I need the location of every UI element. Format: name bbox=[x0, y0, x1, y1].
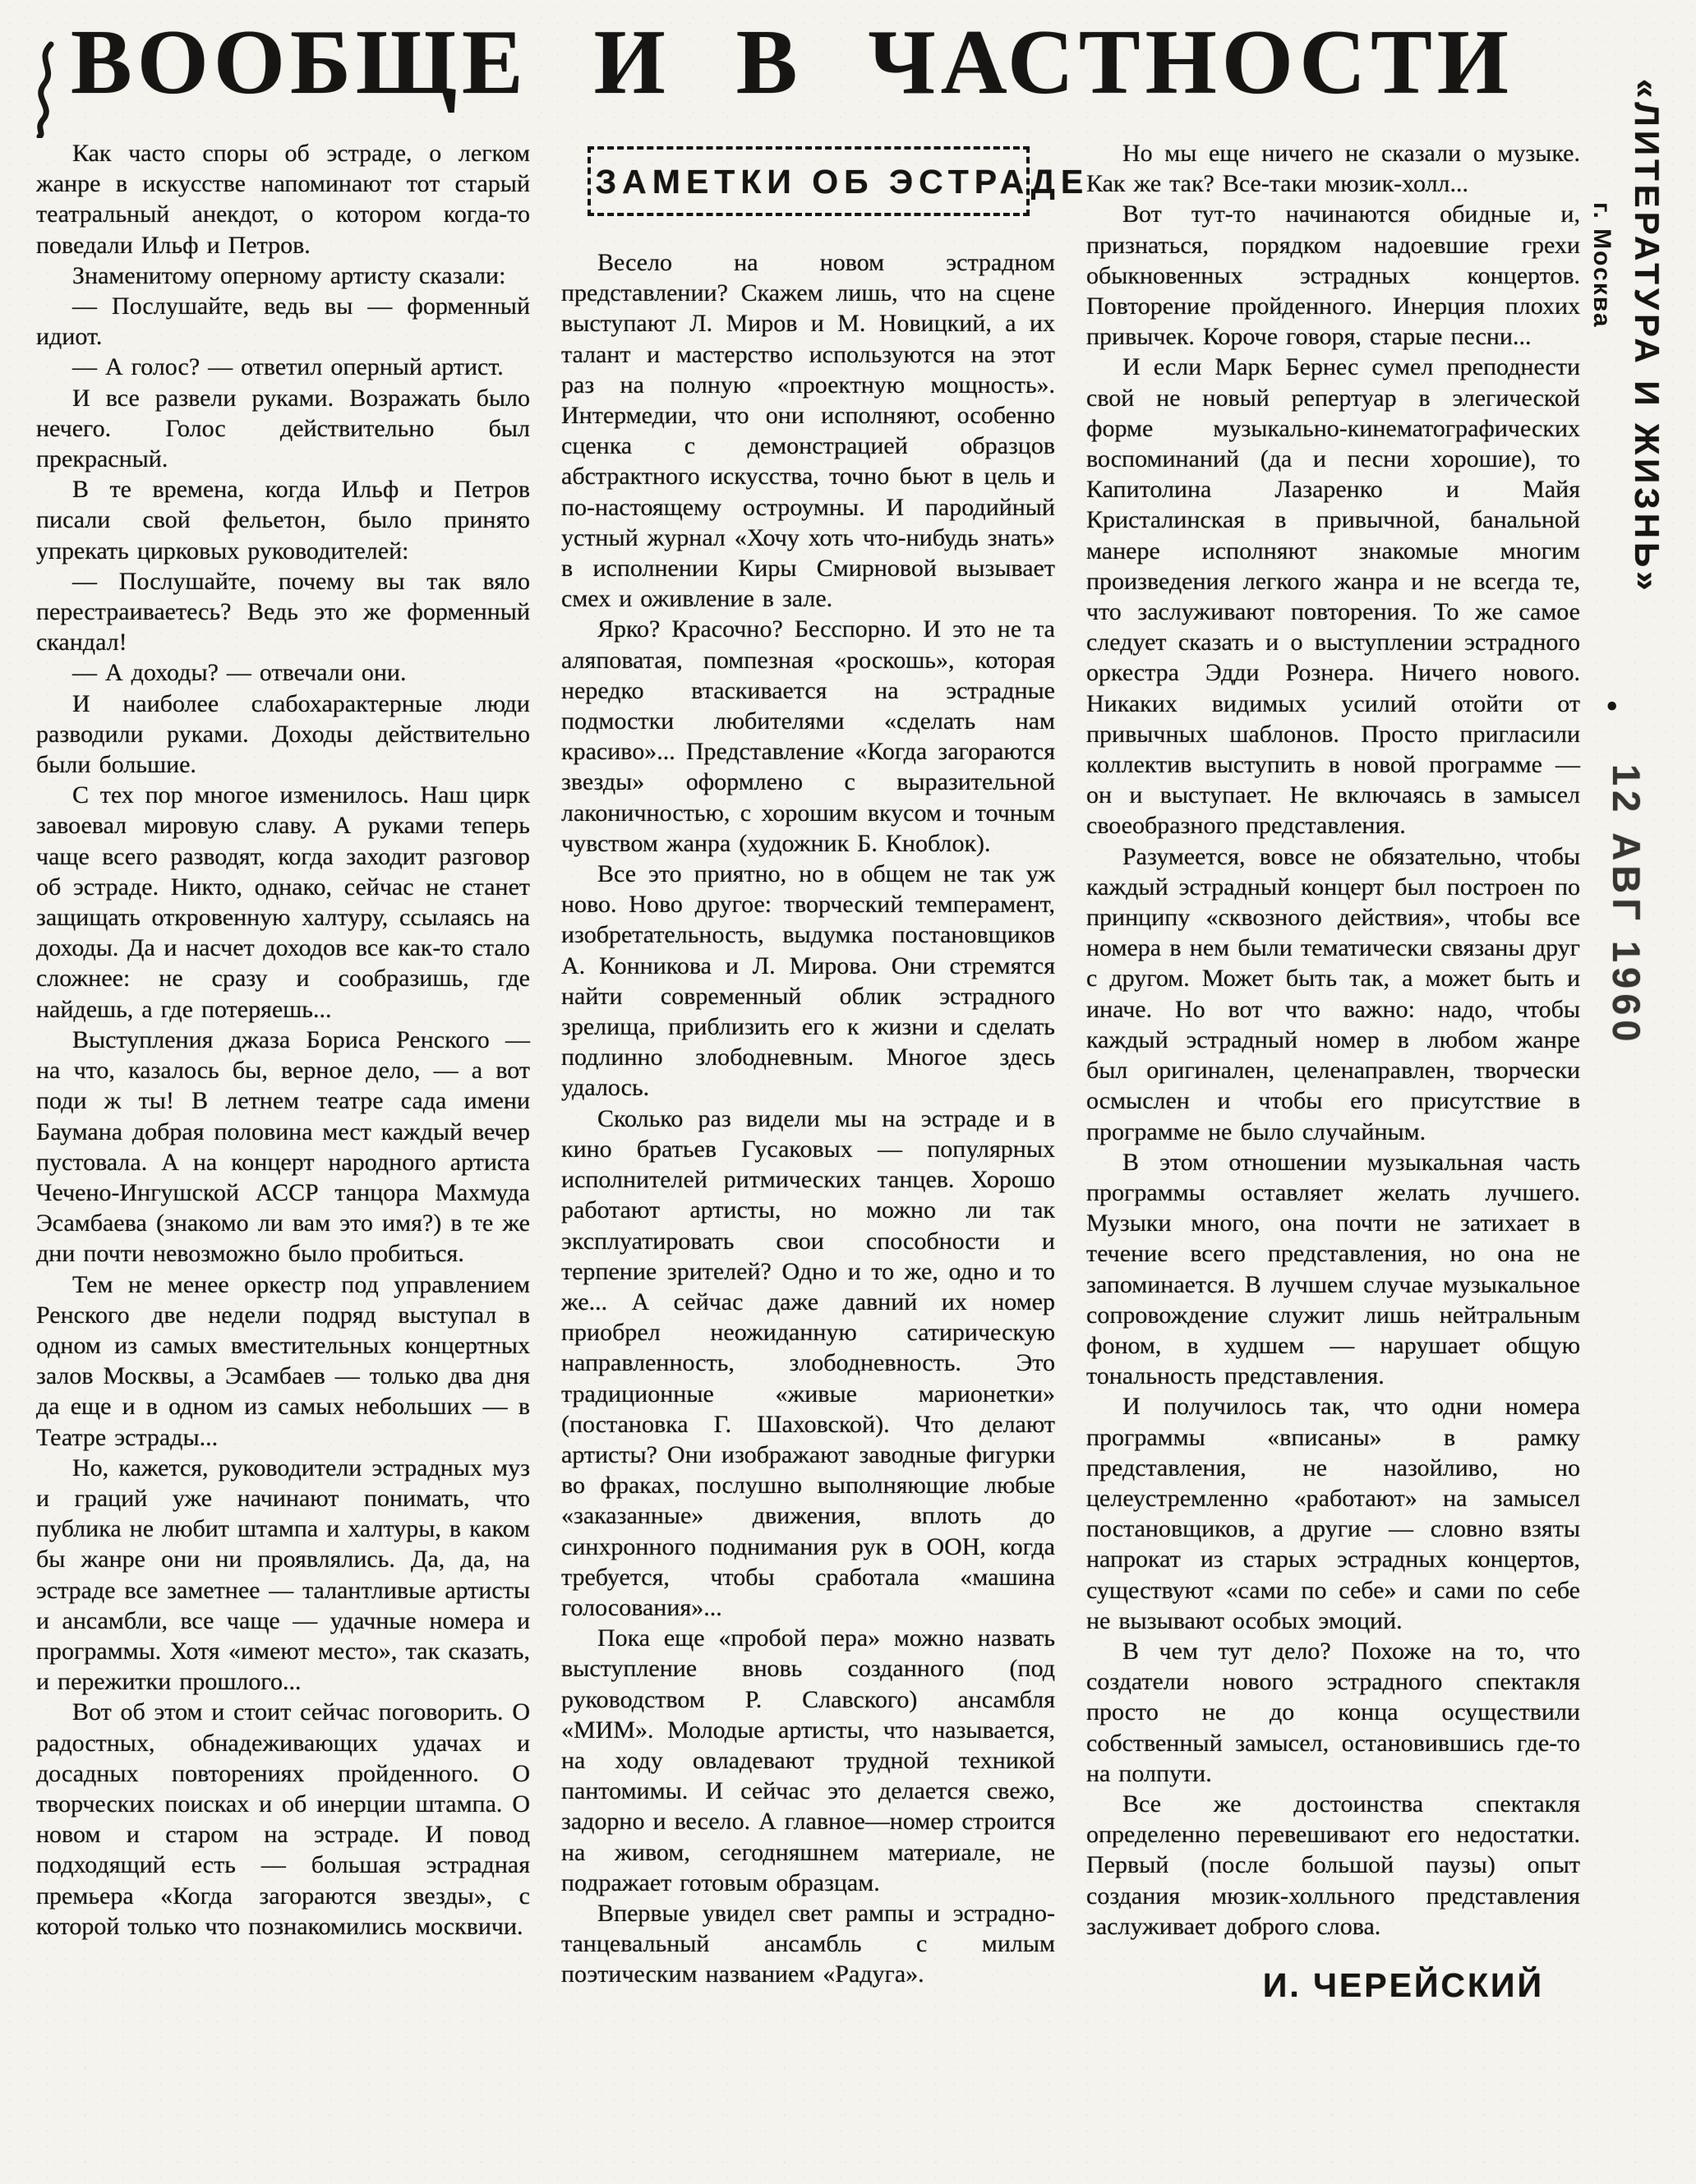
paragraph: Впервые увидел свет рампы и эстрадно-танцевальный ансамбль с милым поэтическим названием «Радуга». bbox=[561, 1899, 1055, 1988]
paragraph: В чем тут дело? Похоже на то, что создатели нового эстрадного спектакля просто не до конца осуществили собственный замысел, остановившись где-то на полпути. bbox=[1086, 1637, 1580, 1787]
paragraph: Выступления джаза Бориса Ренского — на что, казалось бы, верное дело, — а вот поди ж ты! В летнем театре сада имени Баумана добрая половина мест каждый вечер пустовала. А на концерт народного артиста Чечено-Ингушской АССР танцора Махмуда Эсамбаева (знакомо ли вам это имя?) в те же дни почти невозможно было пробиться. bbox=[36, 1025, 530, 1268]
ink-dot: • bbox=[1606, 686, 1619, 726]
paragraph: С тех пор многое изменилось. Наш цирк завоевал мировую славу. А руками теперь чаще всего разводят, когда заходит разговор об эстраде. Никто, однако, сейчас не станет защищать откровенную халтуру, ссылаясь на доходы. Да и насчет доходов все как-то стало сложнее: не сразу и сообразишь, где найдешь, а где потеряешь... bbox=[36, 781, 530, 1023]
rubric-box bbox=[588, 146, 1090, 216]
newspaper-name: «ЛИТЕРАТУРА И ЖИЗНЬ» bbox=[1628, 79, 1666, 595]
paragraph: Как часто споры об эстраде, о легком жанре в искусстве напоминают тот старый театральный анекдот, о котором когда-то поведали Ильф и Петров. bbox=[36, 140, 530, 259]
rubric-label: ЗАМЕТКИ ОБ ЭСТРАДЕ bbox=[595, 163, 1090, 200]
paragraph: Разумеется, вовсе не обязательно, чтобы каждый эстрадный концерт был построен по принципу «сквозного действия», чтобы все номера в нем были тематически связаны друг с другом. Может быть так, а может быть и иначе. Но вот что важно: надо, чтобы каждый эстрадный номер в любом жанре был оригинален, целенаправлен, творчески осмыслен и чтобы его присутствие в программе не было случайным. bbox=[1086, 842, 1580, 1145]
column-1 bbox=[36, 138, 530, 2005]
column-3-text bbox=[1086, 138, 1580, 1942]
paragraph: Вот тут-то начинаются обидные и, признаться, порядком надоевшие грехи обыкновенных эстрадных концертов. Повторение пройденного. Инерция плохих привычек. Короче говоря, старые песни... bbox=[1086, 200, 1580, 351]
paragraph: Сколько раз видели мы на эстраде и в кино братьев Гусаковых — популярных исполнителей ритмических танцев. Хорошо работают артисты, но можно ли так эксплуатировать свои способности и терпение зрителей? Одно и то же, одно и то же... А сейчас даже давний их номер приобрел неожиданную сатирическую направленность, злободневность. Это традиционные «живые марионетки» (постановка Г. Шаховской). Что делают артисты? Они изображают заводные фигурки во фраках, послушно выполняющие любые «заказанные» движения, вплоть до синхронного поднимания рук в ООН, когда требуется, чтобы сработала «машина голосования»... bbox=[561, 1104, 1055, 1621]
city-label: г. Москва bbox=[1588, 202, 1615, 329]
paragraph: Все это приятно, но в общем не так уж ново. Ново другое: творческий темперамент, изобретательность, выдумка постановщиков А. Конникова и Л. Мирова. Они стремятся найти современный облик эстрадного зрелища, приблизить его к жизни и сделать подлинно злободневным. Многое здесь удалось. bbox=[561, 860, 1055, 1102]
paragraph: В этом отношении музыкальная часть программы оставляет желать лучшего. Музыки много, она почти не затихает в течение всего представления, но она не запоминается. В лучшем случае музыкальное сопровождение служит лишь нейтральным фоном, в худшем — нарушает общую тональность представления. bbox=[1086, 1148, 1580, 1390]
column-2 bbox=[561, 138, 1090, 2005]
date-stamp: 12 АВГ 1960 bbox=[1605, 764, 1648, 1047]
paragraph: Пока еще «пробой пера» можно назвать выступление вновь созданного (под руководством Р. Славского) ансамбля «МИМ». Молодые артисты, что называется, на ходу овладевают трудной техникой пантомимы. И сейчас это делается свежо, задорно и весело. А главное—номер строится на живом, сегодняшнем материале, не подражает готовым образцам. bbox=[561, 1624, 1055, 1896]
paragraph: — А доходы? — отвечали они. bbox=[72, 659, 407, 687]
paragraph: И получилось так, что одни номера программы «вписаны» в рамку представления, не назойливо, но целеустремленно «работают» на замысел постановщиков, а другие — словно взяты напрокат из старых эстрадных концертов, существуют «сами по себе» и сами по себе не вызывают особых эмоций. bbox=[1086, 1393, 1580, 1634]
paragraph: В те времена, когда Ильф и Петров писали свой фельетон, было принято упрекать цирковых руководителей: bbox=[36, 476, 530, 564]
paragraph: — Послушайте, почему вы так вяло перестраиваетесь? Ведь это же форменный скандал! bbox=[36, 567, 530, 657]
paragraph: И если Марк Бернес сумел преподнести свой не новый репертуар в элегической форме музыкально-кинематографических воспоминаний (да и песни хорошие), то Капитолина Лазаренко и Майя Кристалинская в привычной, банальной манере исполняют знакомые многим произведения легкого жанра и не всегда те, что заслуживают повторения. То же самое следует сказать и о выступлении эстрадного оркестра Эдди Рознера. Ничего нового. Никаких видимых усилий отойти от привычных шаблонов. Просто пригласили коллектив выступить в новой программе — он и выступает. Не включаясь в замысел своеобразного представления. bbox=[1086, 353, 1580, 840]
paragraph: Тем не менее оркестр под управлением Ренского две недели подряд выступал в одном из самых вместительных концертных залов Москвы, а Эсамбаев — только два дня да еще и в одном из самых небольших — в Театре эстрады... bbox=[36, 1270, 530, 1451]
column-3 bbox=[1086, 138, 1580, 2005]
paragraph: — А голос? — ответил оперный артист. bbox=[72, 353, 504, 381]
paragraph: Знаменитому оперному артисту сказали: bbox=[72, 261, 506, 289]
right-margin bbox=[1584, 0, 1696, 2184]
paragraph: И наиболее слабохарактерные люди разводили руками. Доходы действительно были большие. bbox=[36, 689, 530, 779]
paragraph: Весело на новом эстрадном представлении? Скажем лишь, что на сцене выступают Л. Миров и М. Новицкий, а их талант и мастерство используются на этот раз на полную «проектную мощность». Интермедии, что они исполняют, особенно сценка с демонстрацией образцов абстрактного искусства, точно бьют в цель и по-настоящему остроумны. И пародийный устный журнал «Хочу хоть что-нибудь знать» в исполнении Киры Смирновой вызывает смех и оживление в зале. bbox=[561, 249, 1055, 613]
paragraph: Все же достоинства спектакля определенно перевешивают его недостатки. Первый (после большой паузы) опыт создания мюзик-холльного представления заслуживает доброго слова. bbox=[1086, 1790, 1580, 1940]
paragraph: — Послушайте, ведь вы — форменный идиот. bbox=[36, 293, 530, 351]
paragraph: И все развели руками. Возражать было нечего. Голос действительно был прекрасный. bbox=[36, 384, 530, 473]
column-2-text bbox=[561, 247, 1055, 1990]
masthead bbox=[31, 12, 1560, 138]
author-signature: И. ЧЕРЕЙСКИЙ bbox=[1262, 1965, 1544, 2004]
paragraph: Вот об этом и стоит сейчас поговорить. О радостных, обнадеживающих удачах и досадных повторениях пройденного. О творческих поисках и об инерции штампа. О новом и старом на эстраде. И повод подходящий есть — большая эстрадная премьера «Когда загораются звезды», с которой только что познакомились москвичи. bbox=[36, 1698, 530, 1940]
article-body bbox=[36, 138, 1581, 2005]
paragraph: Ярко? Красочно? Бесспорно. И это не та аляповатая, помпезная «роскошь», которая нередко втаскивается на эстрадные подмостки любителями «сделать нам красиво»... Представление «Когда загораются звезды» оформлено с выразительной лаконичностью, с хорошим вкусом и точным чувством жанра (художник Б. Кноблок). bbox=[561, 615, 1055, 857]
paragraph: Но, кажется, руководители эстрадных муз и граций уже начинают понимать, что публика не любит штампа и халтуры, в каком бы жанре они ни проявлялись. Да, да, на эстраде все заметнее — талантливые артисты и ансамбли, все чаще — удачные номера и программы. Хотя «имеют место», так сказать, и пережитки прошлого... bbox=[36, 1454, 530, 1696]
paragraph: Но мы еще ничего не сказали о музыке. Как же так? Все-таки мюзик-холл... bbox=[1086, 140, 1580, 198]
decorative-squiggle bbox=[31, 41, 59, 138]
article-title: ВООБЩЕ И В ЧАСТНОСТИ bbox=[71, 12, 1514, 113]
